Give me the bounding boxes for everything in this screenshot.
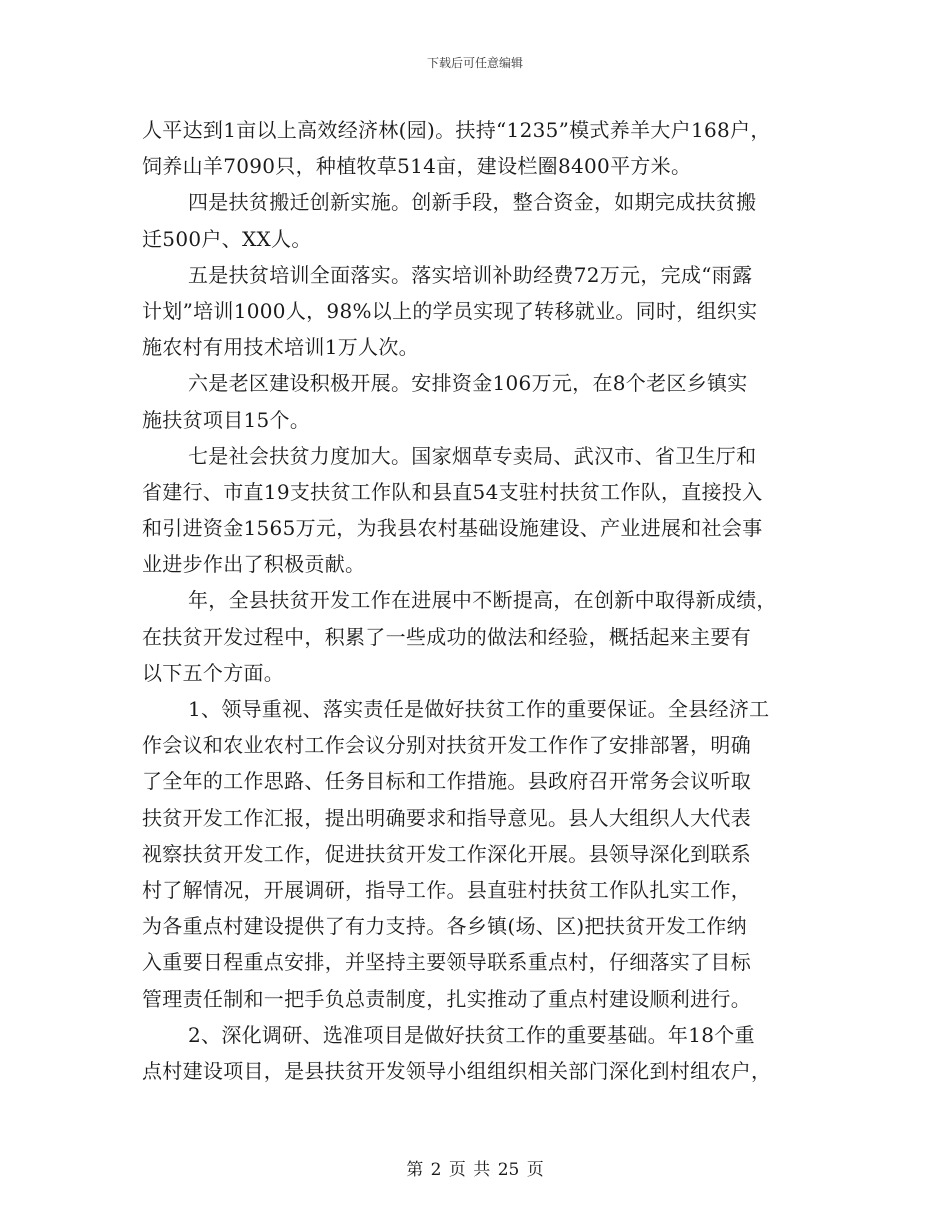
paragraph-first-line: 五是扶贫培训全面落实。落实培训补助经费72万元，完成“雨露 [188, 262, 753, 287]
text-line: 了全年的工作思路、任务目标和工作措施。县政府召开常务会议听取 [142, 769, 751, 794]
text-line: 为各重点村建设提供了有力支持。各乡镇(场、区)把扶贫开发工作纳 [142, 914, 747, 939]
paragraph-first-line: 四是扶贫搬迁创新实施。创新手段，整合资金，如期完成扶贫搬 [188, 190, 757, 215]
text-line: 施扶贫项目15个。 [142, 407, 311, 432]
text-line: 扶贫开发工作汇报，提出明确要求和指导意见。县人大组织人大代表 [142, 805, 751, 830]
text-line: 点村建设项目，是县扶贫开发领导小组组织相关部门深化到村组农户， [142, 1058, 772, 1083]
text-line: 视察扶贫开发工作，促进扶贫开发工作深化开展。县领导深化到联系 [142, 841, 751, 866]
text-line: 施农村有用技术培训1万人次。 [142, 335, 419, 360]
paragraph-first-line: 年，全县扶贫开发工作在进展中不断提高，在创新中取得新成绩， [188, 588, 777, 613]
text-line: 计划”培训1000人，98%以上的学员实现了转移就业。同时，组织实 [142, 298, 758, 323]
paragraph-first-line: 1、领导重视、落实责任是做好扶贫工作的重要保证。全县经济工 [188, 697, 770, 721]
paragraph-first-line: 2、深化调研、选准项目是做好扶贫工作的重要基础。年18个重 [188, 1022, 755, 1047]
text-line: 人平达到1亩以上高效经济林(园)。扶持“1235”模式养羊大户168户， [142, 118, 771, 142]
text-line: 省建行、市直19支扶贫工作队和县直54支驻村扶贫工作队，直接投入 [142, 479, 763, 504]
text-line: 村了解情况，开展调研，指导工作。县直驻村扶贫工作队扎实工作， [142, 877, 751, 902]
page-number-footer: 第 2 页 共 25 页 [406, 1160, 544, 1180]
text-line: 饲养山羊7090只，种植牧草514亩，建设栏圈8400平方米。 [142, 154, 692, 179]
text-line: 以下五个方面。 [142, 660, 285, 685]
text-line: 作会议和农业农村工作会议分别对扶贫开发工作作了安排部署，明确 [142, 733, 751, 758]
text-line: 业进步作出了积极贡献。 [142, 552, 366, 577]
document-body [142, 112, 812, 1089]
paragraph-first-line: 六是老区建设积极开展。安排资金106万元，在8个老区乡镇实 [188, 371, 748, 396]
text-line: 入重要日程重点安排，并坚持主要领导联系重点村，仔细落实了目标 [142, 950, 751, 975]
paragraph-first-line: 七是社会扶贫力度加大。国家烟草专卖局、武汉市、省卫生厅和 [188, 443, 757, 468]
text-line: 和引进资金1565万元，为我县农村基础设施建设、产业进展和社会事 [142, 516, 763, 541]
text-line: 迁500户、XX人。 [142, 226, 312, 251]
text-line: 在扶贫开发过程中，积累了一些成功的做法和经验，概括起来主要有 [142, 624, 751, 649]
text-line: 管理责任制和一把手负总责制度，扎实推动了重点村建设顺利进行。 [142, 986, 751, 1011]
page-header: 下载后可任意编辑 [426, 56, 523, 70]
